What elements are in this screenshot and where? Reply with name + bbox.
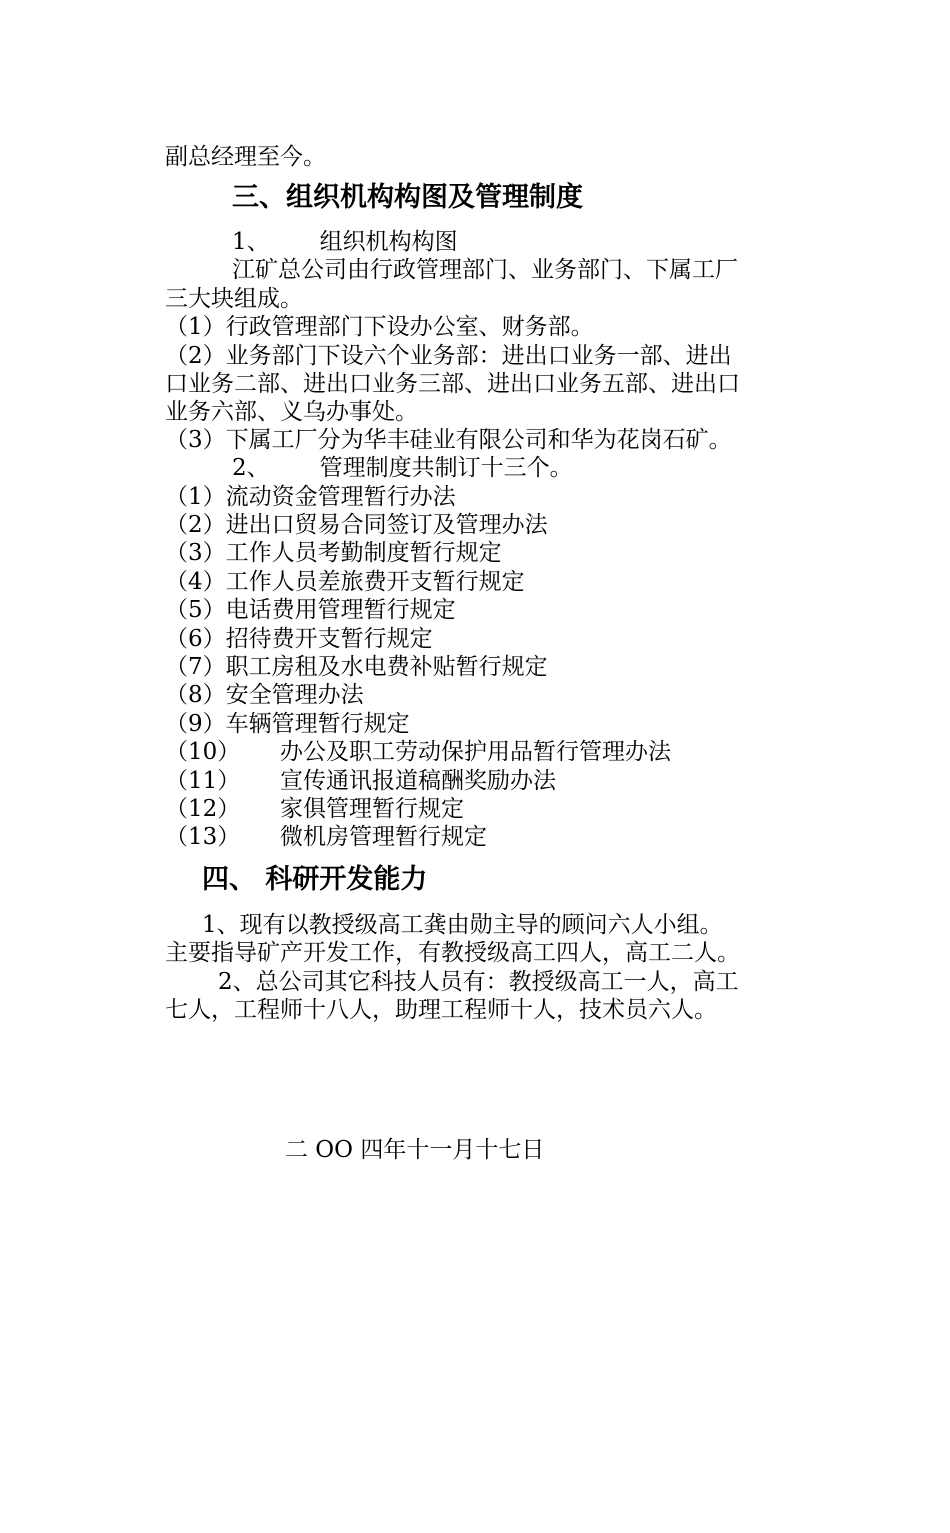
list-item bbox=[165, 795, 464, 823]
paragraph-line: 三大块组成。 bbox=[165, 286, 303, 312]
subsection-number: 2、 bbox=[232, 455, 270, 481]
list-text: 微机房管理暂行规定 bbox=[280, 824, 487, 850]
list-item: （3）工作人员考勤制度暂行规定 bbox=[165, 540, 502, 566]
list-item: （8）安全管理办法 bbox=[165, 682, 364, 708]
list-text: 家俱管理暂行规定 bbox=[280, 796, 464, 822]
list-number: （12） bbox=[165, 796, 241, 822]
list-item-continuation: 口业务二部、进出口业务三部、进出口业务五部、进出口 bbox=[165, 371, 740, 397]
list-item: （3）下属工厂分为华丰硅业有限公司和华为花岗石矿。 bbox=[165, 427, 732, 453]
subsection-heading-1 bbox=[232, 228, 458, 256]
paragraph-line: 江矿总公司由行政管理部门、业务部门、下属工厂 bbox=[232, 257, 738, 283]
subsection-title: 管理制度共制订十三个。 bbox=[319, 455, 573, 481]
list-number: （11） bbox=[165, 768, 241, 794]
list-item: （1）流动资金管理暂行办法 bbox=[165, 484, 456, 510]
list-item bbox=[165, 823, 487, 851]
list-text: 宣传通讯报道稿酬奖励办法 bbox=[280, 768, 556, 794]
list-item bbox=[165, 738, 671, 766]
list-item: （4）工作人员差旅费开支暂行规定 bbox=[165, 569, 525, 595]
list-number: （13） bbox=[165, 824, 241, 850]
list-item: （1）行政管理部门下设办公室、财务部。 bbox=[165, 314, 594, 340]
list-number: （10） bbox=[165, 739, 241, 765]
list-item: （9）车辆管理暂行规定 bbox=[165, 711, 410, 737]
paragraph-line: 主要指导矿产开发工作，有教授级高工四人，高工二人。 bbox=[165, 940, 740, 966]
list-item: （2）进出口贸易合同签订及管理办法 bbox=[165, 512, 548, 538]
list-item: （5）电话费用管理暂行规定 bbox=[165, 597, 456, 623]
section-heading-3: 三、组织机构构图及管理制度 bbox=[232, 182, 583, 213]
text-line: 副总经理至今。 bbox=[165, 144, 326, 170]
list-item: （6）招待费开支暂行规定 bbox=[165, 626, 433, 652]
paragraph-line: 七人，工程师十八人，助理工程师十人，技术员六人。 bbox=[165, 997, 717, 1023]
list-item-continuation: 业务六部、义乌办事处。 bbox=[165, 399, 418, 425]
list-item: （2）业务部门下设六个业务部：进出口业务一部、进出 bbox=[165, 343, 732, 369]
section-heading-4: 四、 科研开发能力 bbox=[202, 864, 428, 895]
list-item: （7）职工房租及水电费补贴暂行规定 bbox=[165, 654, 548, 680]
subsection-title: 组织机构构图 bbox=[319, 229, 458, 255]
document-date: 二 OO 四年十一月十七日 bbox=[285, 1137, 545, 1163]
paragraph-line: 1、现有以教授级高工龚由勋主导的顾问六人小组。 bbox=[202, 912, 723, 938]
subsection-heading-2 bbox=[232, 454, 573, 482]
subsection-number: 1、 bbox=[232, 229, 270, 255]
paragraph-line: 2、总公司其它科技人员有：教授级高工一人，高工 bbox=[218, 969, 739, 995]
list-text: 办公及职工劳动保护用品暂行管理办法 bbox=[280, 739, 671, 765]
list-item bbox=[165, 767, 556, 795]
